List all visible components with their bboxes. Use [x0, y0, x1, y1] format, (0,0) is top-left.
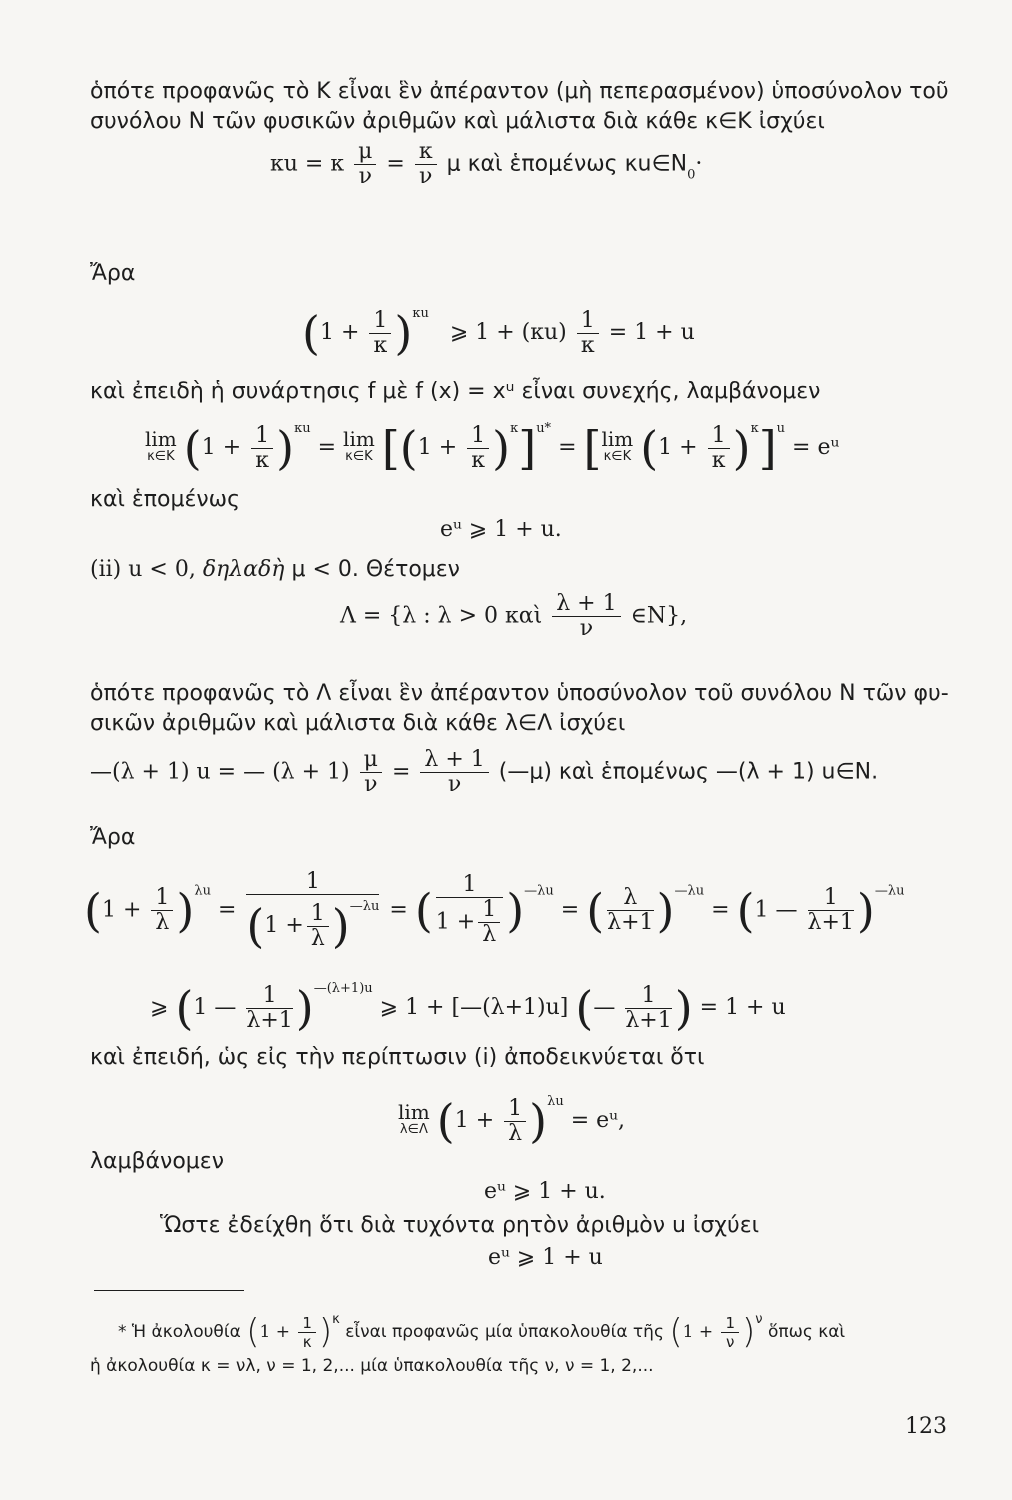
equation: —(λ + 1) u = — (λ + 1) $\frac{\mu}{\nu}$ = $\frac{\lambda + 1}{\nu}$ (—μ) καὶ ἑπομένως —(λ + 1) u∈N.: [90, 747, 879, 797]
footnote-rule: [94, 1290, 244, 1291]
equation: Λ = {λ : λ > 0 καὶ $\frac{\lambda + 1}{\nu}$ ∈N},: [340, 591, 688, 641]
paragraph-line: σικῶν ἀριθμῶν καὶ μάλιστα διὰ κάθε λ∈Λ ἰσχύει: [90, 711, 626, 736]
equation: lim λ∈Λ (1 + $\frac{1}{\lambda}$ )$^{\lambda u}$ = eᵘ,: [398, 1094, 625, 1148]
equation: κu = κ $\frac{\mu}{\nu}$ = $\frac{\kappa}{\nu}$ μ καὶ ἑπομένως $\kappa u\in N_0\cdot$: [270, 139, 703, 189]
footnote-line: * Ἡ ἀκολουθία (1 + $\frac{1}{\kappa}$ )$^\kappa$ εἶναι προφανῶς μία ὑπακολουθία τῆς (1 + $\frac{1}{\nu}$ )$^\nu$ ὅπως καὶ: [118, 1312, 846, 1352]
equation: lim κ∈K (1 + $\frac{1}{\kappa}$ )$^{\kappa u}$ = lim κ∈K [(1 + $\frac{1}{\kappa}$ )$^\kappa$]$^{u*}$ = [ lim κ∈K (1 + $\frac{1}{\kappa}$ )$^\kappa$]$^u$ = eᵘ: [145, 421, 840, 475]
paragraph-line: (ii) u < 0, δηλαδὴ μ < 0. Θέτομεν: [90, 557, 460, 582]
equation: eᵘ ⩾ 1 + u.: [484, 1179, 606, 1204]
equation: (1 + $\frac{1}{\lambda}$ )$^{\lambda u}$ = 1 (1 + $\frac{1}{\lambda}$ )$^{—\lambda u}$ = ( 1 1 + $\frac{1}{\lambda}$ )$^{—\lambda u}$ = ( $\frac{\lambda}{\lambda+1}$ )$^{—\lambda u}$ = (1 — $\frac{1}{\lambda+1}$ )$^{—\lambda u}$: [84, 869, 905, 953]
paragraph-line: Ἄρα: [90, 825, 136, 850]
equation: ⩾ (1 — $\frac{1}{\lambda+1}$ )$^{—(\lambda+1)u}$ ⩾ 1 + [—(λ+1)u] (— $\frac{1}{\lambda+1}$ ) = 1 + u: [150, 981, 786, 1035]
paragraph-line: καὶ ἐπειδή, ὡς εἰς τὴν περίπτωσιν (i) ἀποδεικνύεται ὅτι: [90, 1045, 705, 1070]
paragraph-line: λαμβάνομεν: [90, 1149, 224, 1174]
paragraph-line: Ἄρα: [90, 261, 136, 286]
paragraph-line: Ὥστε ἐδείχθη ὅτι διὰ τυχόντα ρητὸν ἀριθμὸν u ἰσχύει: [160, 1213, 760, 1238]
paragraph-line: καὶ ἐπειδὴ ἡ συνάρτησις f μὲ f (x) = xᵘ εἶναι συνεχής, λαμβάνομεν: [90, 379, 821, 404]
equation: eᵘ ⩾ 1 + u.: [440, 517, 562, 542]
page-number: 123: [905, 1414, 947, 1439]
equation: eᵘ ⩾ 1 + u: [488, 1245, 603, 1270]
paragraph-line: ὁπότε προφανῶς τὸ Λ εἶναι ἓν ἀπέραντον ὑποσύνολον τοῦ συνόλου N τῶν φυ-: [90, 681, 949, 706]
paragraph-line: καὶ ἑπομένως: [90, 487, 241, 512]
paragraph-line: συνόλου N τῶν φυσικῶν ἀριθμῶν καὶ μάλιστα διὰ κάθε κ∈K ἰσχύει: [90, 109, 825, 134]
footnote-line: ἡ ἀκολουθία κ = νλ, ν = 1, 2,... μία ὑπακολουθία τῆς ν, ν = 1, 2,...: [90, 1356, 654, 1376]
equation: (1 + $\frac{1}{\kappa}$ )$^{\kappa u}$ ⩾ 1 + (κu) $\frac{1}{\kappa}$ = 1 + u: [302, 306, 695, 360]
paragraph-line: ὁπότε προφανῶς τὸ K εἶναι ἓν ἀπέραντον (μὴ πεπερασμένον) ὑποσύνολον τοῦ: [90, 79, 949, 104]
